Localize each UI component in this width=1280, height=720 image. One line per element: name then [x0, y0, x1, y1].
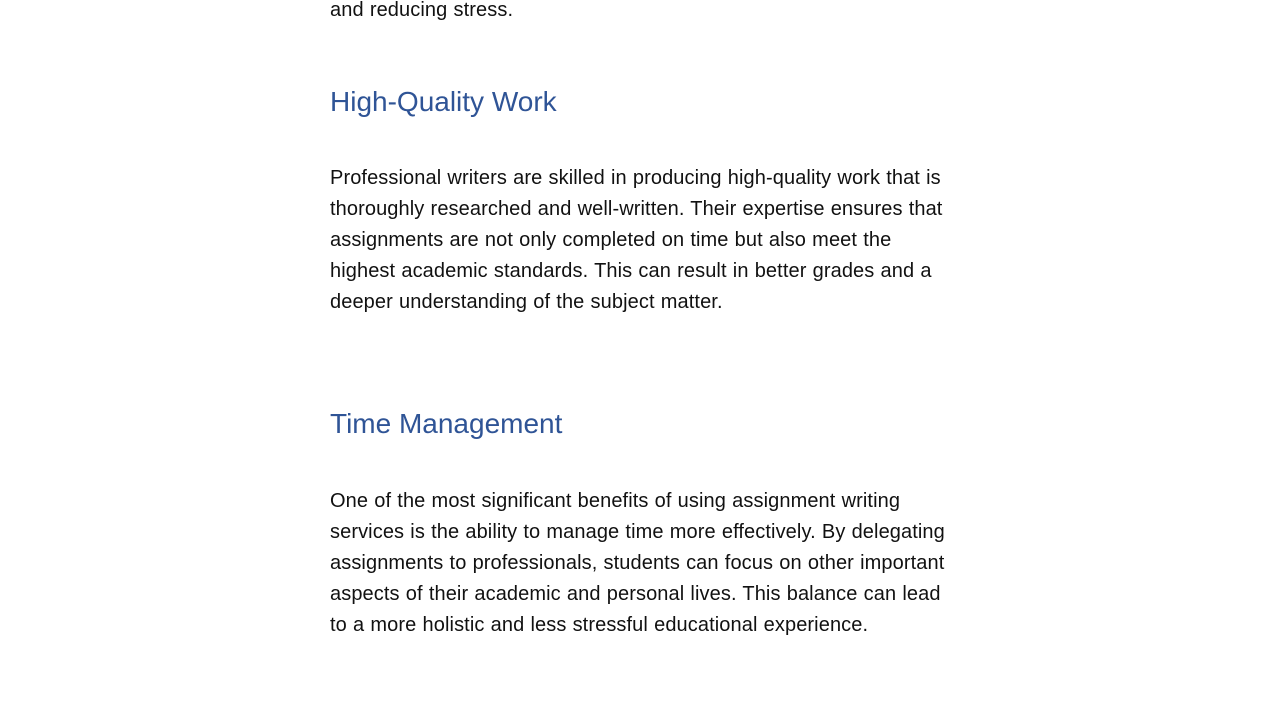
section-heading-time-management: Time Management [330, 408, 563, 439]
paragraph-tail: and reducing stress. [330, 0, 514, 21]
section-body-high-quality-work: Professional writers are skilled in producing high-quality work that is thoroughly researched and well-written. Their expertise ensures that assignments are not only completed on time but also meet the highest academic standards. This can result in better grades and a deeper understanding of the subject matter. [330, 167, 943, 313]
section-body-time-management: One of the most significant benefits of using assignment writing services is the ability to manage time more effectively. By delegating assignments to professionals, students can focus on other important aspects of their academic and personal lives. This balance can lead to a more holistic and less stressful educational experience. [330, 490, 945, 636]
section-heading-high-quality-work: High-Quality Work [330, 86, 557, 117]
